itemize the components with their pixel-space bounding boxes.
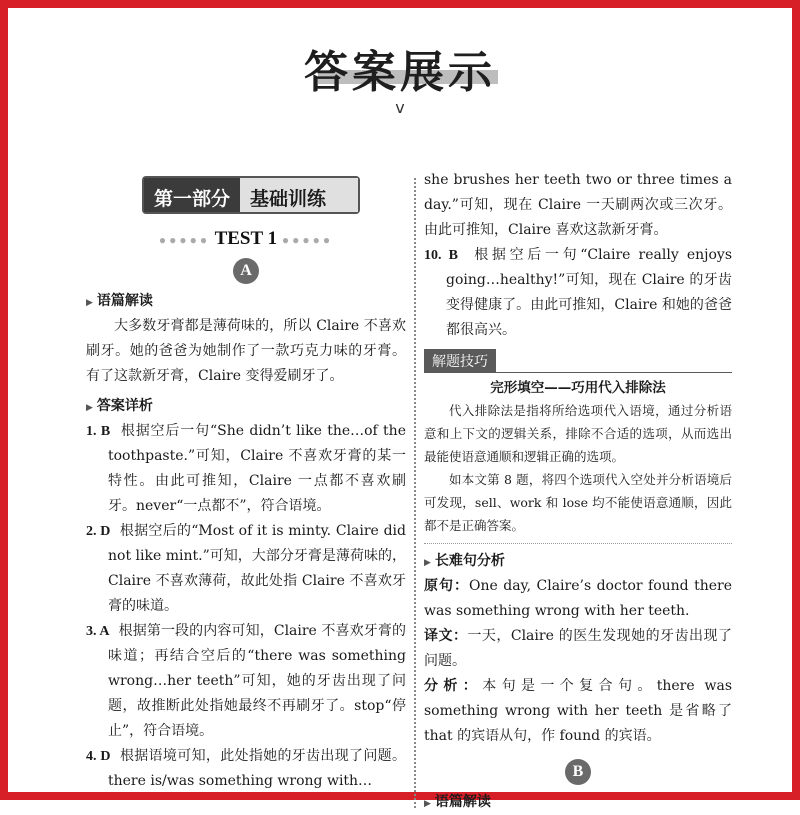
- test-title: ●●●●● TEST 1 ●●●●●: [158, 228, 334, 249]
- reading-heading: ▶ 语篇解读: [86, 293, 153, 309]
- dots-decoration: ●●●●●: [281, 233, 334, 247]
- triangle-icon: ▶: [86, 298, 93, 308]
- section-b-badge: B: [565, 759, 591, 785]
- triangle-icon: ▶: [86, 403, 93, 413]
- dots-decoration: ●●●●●: [158, 233, 211, 247]
- left-column: [86, 168, 406, 794]
- long-sentence-heading: ▶ 长难句分析: [424, 553, 505, 569]
- answer-item: 3. A 根据第一段的内容可知，Claire 不喜欢牙膏的味道；再结合空后的“there was something wrong…her teeth”可知，她的牙齿出现了问题，故推断此处指她最终不再刷牙了。stop“停止”，符合语境。: [86, 623, 406, 739]
- right-column: [424, 168, 732, 815]
- chevron-down-icon: v: [395, 98, 405, 117]
- tip-paragraph: 代入排除法是指将所给选项代入语境，通过分析语意和上下文的逻辑关系，排除不合适的选项，从而选出最能使语意通顺和逻辑正确的选项。: [424, 403, 732, 464]
- triangle-icon: ▶: [424, 799, 431, 809]
- part-label: 第一部分: [144, 178, 240, 212]
- continued-text: she brushes her teeth two or three times a day.”可知，现在 Claire 一天刷两次或三次牙。由此可推知，Claire 喜欢这款新牙膏。: [424, 172, 732, 238]
- tip-badge: 解题技巧: [424, 349, 496, 373]
- translation: 译文：一天，Claire 的医生发现她的牙齿出现了问题。: [424, 628, 733, 669]
- answer-item: 4. D 根据语境可知，此处指她的牙齿出现了问题。there is/was something wrong with…: [86, 748, 407, 789]
- section-a-badge: A: [233, 258, 259, 284]
- analysis: 分析：本句是一个复合句。there was something wrong with her teeth 是省略了 that 的宾语从句，作 found 的宾语。: [424, 678, 732, 744]
- reading-text: 大多数牙膏都是薄荷味的，所以 Claire 不喜欢刷牙。她的爸爸为她制作了一款巧克力味的牙膏。有了这款新牙膏，Claire 变得爱刷牙了。: [86, 318, 406, 384]
- original-sentence: 原句：One day, Claire’s doctor found there was something wrong with her teeth.: [424, 578, 732, 619]
- separator: [424, 543, 732, 544]
- answer-item: 2. D 根据空后的“Most of it is minty. Claire did not like mint.”可知，大部分牙膏是薄荷味的，Claire 不喜欢薄荷，故此处指 Claire 不喜欢牙膏的味道。: [86, 523, 406, 614]
- page-title: 答案展示: [304, 47, 496, 98]
- tip-paragraph: 如本文第 8 题，将四个选项代入空处并分析语境后可发现，sell、work 和 lose 均不能使语意通顺，因此都不是正确答案。: [424, 472, 732, 533]
- tip-title: 完形填空——巧用代入排除法: [490, 380, 666, 396]
- triangle-icon: ▶: [424, 558, 431, 568]
- part-banner: [142, 176, 360, 214]
- answer-item: 10. B 根据空后一句“Claire really enjoys going…healthy!”可知，现在 Claire 的牙齿变得健康了。由此可推知，Claire 和她的爸爸都很高兴。: [424, 247, 733, 338]
- part-name: 基础训练: [240, 178, 358, 212]
- column-divider: [414, 178, 416, 808]
- answer-page: [86, 168, 736, 810]
- answers-heading: ▶ 答案详析: [86, 398, 153, 414]
- answer-item: 1. B 根据空后一句“She didn’t like the…of the toothpaste.”可知，Claire 不喜欢牙膏的某一特性。由此可推知，Claire 一点都不喜欢刷牙。never“一点都不”，符合语境。: [86, 423, 406, 514]
- reading-heading-b: ▶ 语篇解读: [424, 794, 491, 810]
